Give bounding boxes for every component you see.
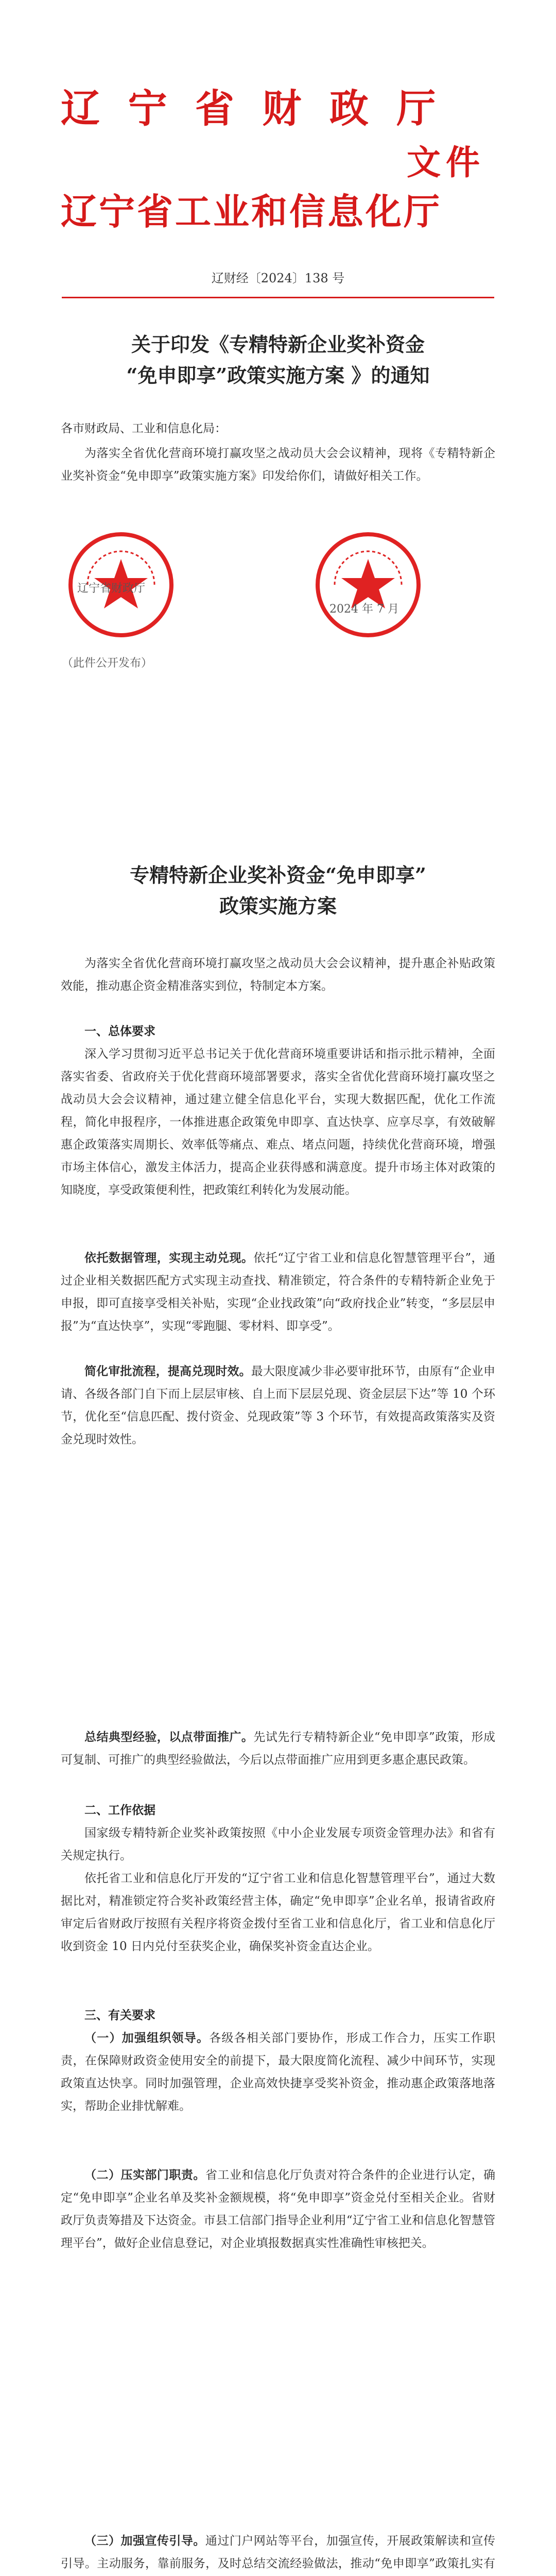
- section-2-heading: 二、工作依据: [84, 1803, 155, 1817]
- section-1-para-2-text: 依托“辽宁省工业和信息化智慧管理平台”，通过企业相关数据匹配方式实现主动查找、精准锁定，符合条件的专精特新企业免于申报，即可直接享受相关补贴，实现“企业找政策”向“政府找企业”转变，“多层层申报”为“直达快享”，实现“零跑腿、零材料、即享受”。: [61, 1251, 495, 1333]
- page-1: [0, 0, 556, 804]
- issuer-wenjian: 文件: [407, 142, 485, 182]
- section-3-para-3-lead: （三）加强宣传引导。: [84, 2534, 205, 2548]
- page-2: [0, 804, 556, 1618]
- section-3-para-1: [61, 2027, 495, 2117]
- red-separator: [62, 297, 494, 298]
- section-2-para-2: 依托省工业和信息化厅开发的“辽宁省工业和信息化智慧管理平台”，通过大数据比对，精准锁定符合奖补政策经营主体，确定“免申即享”企业名单，报请省政府审定后省财政厅按照有关程序将资金拨付至省工业和信息化厅，省工业和信息化厅收到资金 10 日内兑付至获奖企业，确保奖补资金直达企业。: [61, 1872, 495, 1953]
- public-note: （此件公开发布）: [62, 657, 153, 670]
- section-1-para-2-lead: 依托数据管理，实现主动兑现。: [84, 1251, 254, 1265]
- section-3-para-1-lead: （一）加强组织领导。: [84, 2031, 210, 2045]
- seal-right-icon: [314, 531, 422, 639]
- section-3-heading: 三、有关要求: [84, 2008, 155, 2022]
- section-3-para-3-text: 通过门户网站等平台，加强宣传，开展政策解读和宣传引导。主动服务，靠前服务，及时总结交流经验做法，推动“免申即享”政策扎实有: [61, 2534, 496, 2570]
- section-1-para-4: [61, 1726, 495, 1771]
- section-1-para-2: [61, 1247, 495, 1337]
- section-1-para-4-lead: 总结典型经验，以点带面推广。: [84, 1730, 254, 1744]
- section-3-para-2-lead: （二）压实部门职责。: [84, 2168, 205, 2182]
- section-1-heading: 一、总体要求: [84, 1024, 155, 1038]
- notice-title-line-2: “免申即享”政策实施方案 》的通知: [126, 364, 430, 387]
- section-1-para-1: 深入学习贯彻习近平总书记关于优化营商环境重要讲话和指示批示精神，全面落实省委、省政府关于优化营商环境部署要求，落实全省优化营商环境打赢攻坚之战动员大会会议精神，通过建立健全信息化平台，实现大数据匹配，优化工作流程，简化申报程序，一体推进惠企政策免申即享、直达快享、应享尽享，有效破解惠企政策落实周期长、效率低等痛点、难点、堵点问题，持续优化营商环境，增强市场主体信心，激发主体活力，提高企业获得感和满意度。提升市场主体对政策的知晓度，享受政策便利性，把政策红利转化为发展动能。: [61, 1047, 495, 1197]
- notice-body: 为落实全省优化营商环境打赢攻坚之战动员大会会议精神，现将《专精特新企业奖补资金“免申即享”政策实施方案》印发给你们，请做好相关工作。: [61, 447, 495, 483]
- document-number: 辽财经〔2024〕138 号: [211, 271, 345, 285]
- plan-intro: 为落实全省优化营商环境打赢攻坚之战动员大会会议精神，提升惠企补贴政策效能，推动惠企资金精准落实到位，特制定本方案。: [61, 957, 495, 993]
- section-2-para-1: 国家级专精特新企业奖补政策按照《中小企业发展专项资金管理办法》和省有关规定执行。: [61, 1826, 495, 1862]
- notice-title-line-1: 关于印发《专精特新企业奖补资金: [131, 333, 425, 356]
- section-1-para-3a: [61, 1360, 495, 1451]
- section-3-para-1-text: 各级各相关部门要协作，形成工作合力，压实工作职责，在保障财政资金使用安全的前提下，最大限度简化流程、减少中间环节，实现政策直达快享。同时加强管理，企业高效快捷享受奖补资金，推动惠企政策落地落实，帮助企业排忧解难。: [61, 2031, 495, 2113]
- page-4: [0, 2421, 556, 2576]
- section-3-para-3: [61, 2530, 495, 2576]
- addressee: 各市财政局、工业和信息化局：: [61, 422, 227, 435]
- issuer-line-1: 辽 宁 省 财 政 厅: [61, 86, 443, 131]
- section-3-para-2-text: 省工业和信息化厅负责对符合条件的企业进行认定，确定“免申即享”企业名单及奖补金额规模，将“免申即享”资金兑付至相关企业。省财政厅负责筹措及下达资金。市县工信部门指导企业利用“辽宁省工业和信息化智慧管理平台”，做好企业信息登记，对企业填报数据真实性准确性审核把关。: [61, 2168, 496, 2250]
- issuer-line-2: 辽宁省工业和信息化厅: [61, 190, 442, 233]
- sign-left: 辽宁省财政厅: [77, 582, 146, 595]
- page-3: [0, 1618, 556, 2421]
- section-1-para-4-text: 先试先行专精特新企业“免申即享”政策，形成可复制、可推广的典型经验做法，今后以点带面推广应用到更多惠企惠民政策。: [61, 1731, 495, 1767]
- plan-title-line-1: 专精特新企业奖补资金“免申即享”: [130, 863, 426, 887]
- section-1-para-3-text: 最大限度减少非必要审批环节，由原有“企业申请、各级各部门自下而上层层审核、自上而下层层兑现、资金层层下达”等 10 个环节，优化至“信息匹配、拨付资金、兑现政策”等 3 个环节，有效提高政策落实及资金兑现时效性。: [61, 1365, 495, 1446]
- section-1-para-3-lead: 简化审批流程，提高兑现时效。: [84, 1364, 251, 1378]
- plan-title-line-2: 政策实施方案: [219, 894, 337, 918]
- section-3-para-2: [61, 2164, 495, 2255]
- sign-right-date: 2024 年 7 月: [329, 603, 399, 616]
